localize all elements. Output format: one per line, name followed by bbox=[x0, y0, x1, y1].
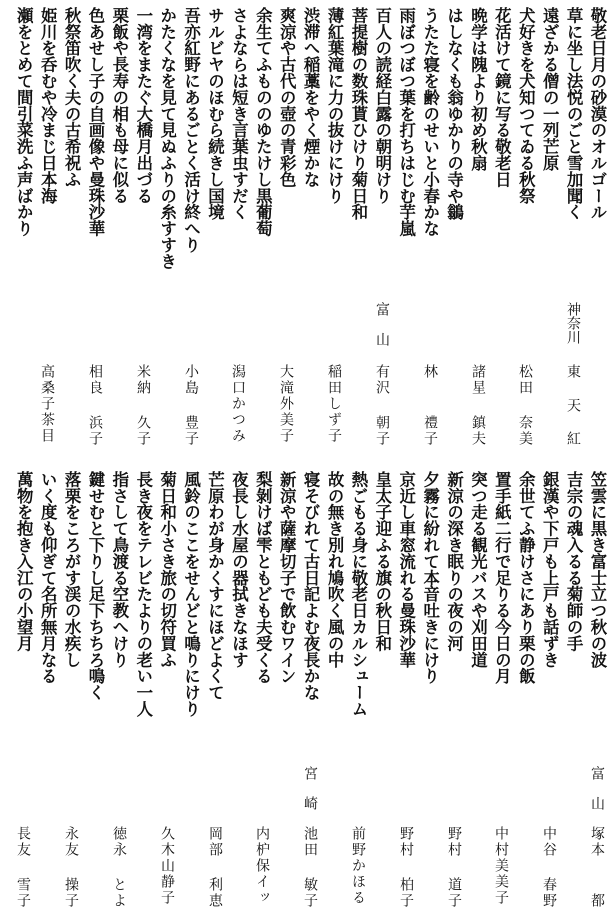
author-name bbox=[493, 826, 509, 909]
bottom-haiku-columns bbox=[11, 471, 609, 761]
haiku-line: 夜長し水屋の器拭きなほす bbox=[229, 471, 249, 668]
author-name bbox=[350, 826, 366, 909]
author-location-part: 山 bbox=[374, 332, 390, 346]
author-surname: 諸星 bbox=[470, 364, 486, 396]
author-name bbox=[207, 826, 223, 909]
author-surname: 中谷 bbox=[541, 826, 557, 858]
author-surname: 野村 bbox=[398, 826, 414, 858]
author-name bbox=[159, 826, 175, 909]
author-given-name: 禮子 bbox=[422, 415, 438, 447]
haiku-line: 新涼や薩摩切子で飲むワイン bbox=[277, 471, 297, 685]
author-surname: 相良 bbox=[87, 364, 103, 396]
haiku-line: 犬好きを犬知つてゐる秋祭 bbox=[516, 7, 536, 204]
haiku-line: 爽涼や古代の壺の青彩色 bbox=[277, 7, 297, 188]
author-given-name: 鎮夫 bbox=[470, 415, 486, 447]
author-location-part: 崎 bbox=[302, 796, 318, 810]
author-surname: 岡部 bbox=[207, 826, 223, 858]
author-full-name: 高桑子茶目 bbox=[39, 364, 55, 444]
haiku-line: さよならは短き言葉虫すだく bbox=[229, 7, 249, 221]
author-name bbox=[541, 826, 557, 909]
haiku-line: 落栗をころがす渓の水疾し bbox=[62, 471, 82, 668]
haiku-line: 鍵せむと下りし足下ちちろ鳴く bbox=[85, 471, 105, 701]
haiku-line: 風鈴のここをせんどと鳴りにけり bbox=[181, 471, 201, 717]
haiku-line: 突つ走る観光バスや刈田道 bbox=[468, 471, 488, 668]
haiku-line: 銀漢や下戸も上戸も話ずき bbox=[540, 471, 560, 668]
author-name bbox=[63, 826, 79, 909]
author-surname: 野村 bbox=[446, 826, 462, 858]
author-name bbox=[446, 826, 462, 909]
author-name-part: 東 bbox=[565, 364, 581, 380]
haiku-line: 故の無き別れ鳩吹く風の中 bbox=[325, 471, 345, 668]
author-surname: 小島 bbox=[183, 364, 199, 396]
haiku-line: 芒原わが身かくすにほどよくて bbox=[205, 471, 225, 701]
author-name bbox=[135, 364, 151, 447]
haiku-line: 菊日和小さき旅の切符買ふ bbox=[157, 471, 177, 668]
author-surname: 有沢 bbox=[374, 364, 390, 396]
haiku-line: 笠雲に黒き富士立つ秋の波 bbox=[588, 471, 607, 668]
author-name-part: 紅 bbox=[565, 431, 581, 447]
haiku-line: 夕霧に紛れて本音吐きにけり bbox=[420, 471, 440, 685]
author-surname: 米納 bbox=[135, 364, 151, 396]
haiku-line: 吉宗の魂入るる菊師の手 bbox=[564, 471, 584, 652]
author-given-name: 朝子 bbox=[374, 415, 390, 447]
author-name bbox=[470, 364, 486, 447]
author-location-part: 山 bbox=[589, 796, 605, 810]
haiku-line: 菩提樹の数珠貰ひけり菊日和 bbox=[348, 7, 368, 221]
author-location-part: 富 bbox=[374, 302, 390, 316]
author-name bbox=[422, 364, 438, 447]
author-name bbox=[326, 364, 342, 447]
haiku-line: 敬老日月の砂漠のオルゴール bbox=[588, 7, 607, 221]
author-surname: 永友 bbox=[63, 826, 79, 858]
haiku-line: 栗飯や長寿の相も母に似る bbox=[109, 7, 129, 204]
haiku-line: 百人の読経白露の朝明けり bbox=[372, 7, 392, 204]
haiku-line: 新涼の深き眠りの夜の河 bbox=[444, 471, 464, 652]
author-name-part: 天 bbox=[565, 397, 581, 414]
author-surname: 林 bbox=[422, 364, 438, 380]
author-surname: 徳永 bbox=[111, 826, 127, 858]
haiku-line: 吾亦紅野にあるごとく活け終へり bbox=[181, 7, 201, 253]
author-full-name: 大滝外美子 bbox=[278, 364, 294, 444]
haiku-line: いく度も仰ぎて名所無月なる bbox=[38, 471, 58, 685]
author-location bbox=[302, 766, 318, 810]
haiku-line: サルビヤのほむら続きし国境 bbox=[205, 7, 225, 221]
haiku-line: 晩学は隗より初め秋扇 bbox=[468, 7, 488, 171]
author-given-name: 柏子 bbox=[398, 877, 414, 909]
author-given-name: 都 bbox=[589, 893, 605, 909]
author-given-name: 奈美 bbox=[517, 415, 533, 447]
author-name bbox=[374, 364, 390, 447]
author-full-name: 前野かほる bbox=[350, 826, 366, 906]
author-name bbox=[254, 826, 270, 909]
author-location bbox=[589, 766, 605, 810]
haiku-line: 京近し車窓流れる曼珠沙華 bbox=[396, 471, 416, 668]
haiku-line: 一湾をまたぐ大橋月出づる bbox=[133, 7, 153, 204]
author-location-part: 神奈川 bbox=[565, 302, 581, 344]
author-name bbox=[398, 826, 414, 909]
author-location bbox=[565, 302, 581, 346]
author-given-name: 豊子 bbox=[183, 415, 199, 447]
author-given-name: とよ bbox=[111, 877, 127, 909]
author-name bbox=[183, 364, 199, 447]
author-name bbox=[589, 826, 605, 909]
haiku-line: 薄紅葉滝に力の抜けにけり bbox=[325, 7, 345, 204]
haiku-line: 遠ざかる僧の一列芒原 bbox=[540, 7, 560, 171]
haiku-line: 長き夜をテレビたよりの老い一人 bbox=[133, 471, 153, 717]
author-surname: 長友 bbox=[15, 826, 31, 858]
author-name bbox=[565, 364, 581, 447]
haiku-line: 熱ごもる身に敬老日カルシューム bbox=[348, 471, 368, 717]
author-surname: 池田 bbox=[302, 826, 318, 858]
haiku-line: 置手紙二行で足りる今日の月 bbox=[492, 471, 512, 685]
author-full-name: 久木山静子 bbox=[159, 826, 175, 906]
author-full-name: 内枦保イッ bbox=[254, 826, 270, 906]
author-given-name: 浜子 bbox=[87, 415, 103, 447]
haiku-line: 皇太子迎ふる旗の秋日和 bbox=[372, 471, 392, 652]
author-location bbox=[374, 302, 390, 346]
author-name bbox=[230, 364, 246, 447]
author-location-part: 宮 bbox=[302, 766, 318, 780]
haiku-line: 瀬をとめて間引菜洗ふ声ばかり bbox=[14, 7, 34, 237]
haiku-line: 秋祭笛吹く夫の古希祝ふ bbox=[62, 7, 82, 188]
haiku-line: はしなくも翁ゆかりの寺や鶲 bbox=[444, 7, 464, 221]
top-haiku-columns bbox=[11, 7, 609, 297]
author-given-name: 利恵 bbox=[207, 877, 223, 909]
author-name bbox=[517, 364, 533, 447]
author-given-name: 操子 bbox=[63, 877, 79, 909]
author-given-name: 道子 bbox=[446, 877, 462, 909]
author-name bbox=[15, 826, 31, 909]
author-given-name: 春野 bbox=[541, 877, 557, 909]
author-name bbox=[111, 826, 127, 909]
haiku-line: 雨ぼつぼつ葉を打ちはじむ芋嵐 bbox=[396, 7, 416, 237]
haiku-line: 指さして鳥渡る空教へけり bbox=[109, 471, 129, 668]
author-full-name: 稲田しず子 bbox=[326, 364, 342, 444]
author-given-name: 雪子 bbox=[15, 877, 31, 909]
author-given-name: 敏子 bbox=[302, 877, 318, 909]
haiku-line: 余生てふもののゆたけし黒葡萄 bbox=[253, 7, 273, 237]
haiku-line: 姫川を呑むや冷まじ日本海 bbox=[38, 7, 58, 204]
author-given-name: 久子 bbox=[135, 415, 151, 447]
author-name bbox=[302, 826, 318, 909]
author-location-part: 富 bbox=[589, 766, 605, 780]
haiku-line: うたた寝を齢のせいと小春かな bbox=[420, 7, 440, 237]
haiku-line: 余世てふ静けさにあり栗の飯 bbox=[516, 471, 536, 685]
haiku-line: 寝そびれて古日記よむ夜長かな bbox=[301, 471, 321, 701]
haiku-line: 草に坐し法悦のごと雪加聞く bbox=[564, 7, 584, 221]
author-name bbox=[278, 364, 294, 447]
haiku-line: かたくなを見て見ぬふりの糸すすき bbox=[157, 7, 177, 270]
author-full-name: 潟口かつみ bbox=[230, 364, 246, 444]
haiku-line: 色あせし子の自画像や曼珠沙華 bbox=[85, 7, 105, 237]
haiku-line: 梨剝けば雫ともども夫受くる bbox=[253, 471, 273, 685]
haiku-line: 花活けて鏡に写る敬老日 bbox=[492, 7, 512, 188]
haiku-line: 萬物を抱き入江の小望月 bbox=[14, 471, 34, 652]
author-full-name: 中村美美子 bbox=[493, 826, 509, 906]
author-surname: 塚本 bbox=[589, 826, 605, 858]
author-name bbox=[87, 364, 103, 447]
author-surname: 松田 bbox=[517, 364, 533, 396]
haiku-line: 渋滞へ稲藁をやく煙かな bbox=[301, 7, 321, 188]
author-name bbox=[39, 364, 55, 447]
